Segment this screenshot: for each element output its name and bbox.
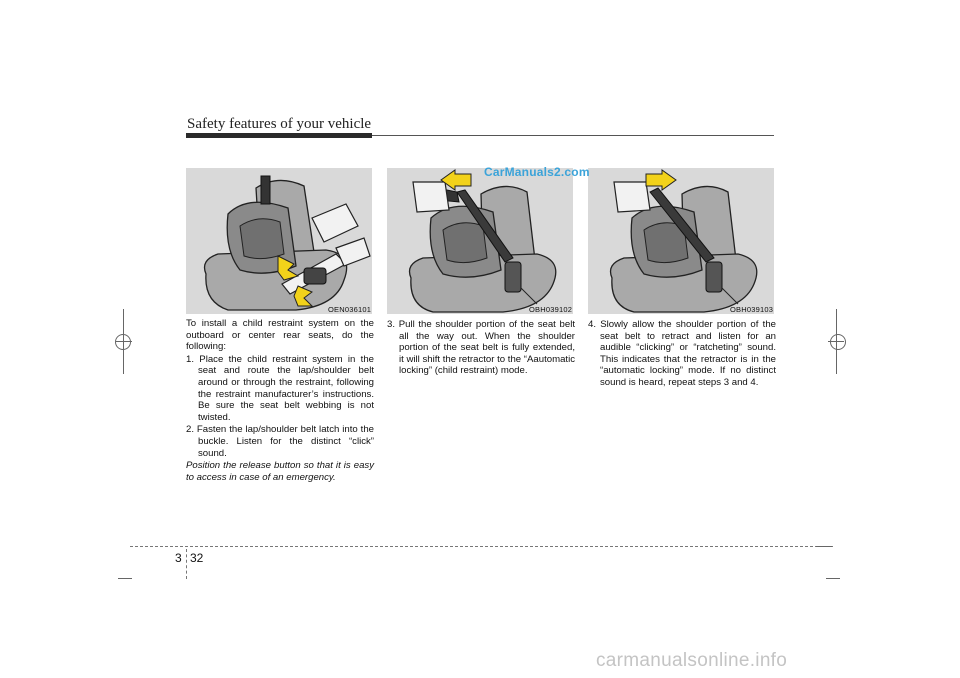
- figure-pull-belt: [387, 168, 573, 314]
- release-button-note: Position the release button so that it is easy to access in case of an emergency.: [186, 460, 374, 483]
- footer-dashed-rule: [130, 546, 833, 547]
- chapter-number: 3: [175, 551, 182, 565]
- figure-code-2: OBH039102: [529, 305, 573, 314]
- step-3: 3. Pull the shoulder portion of the seat belt all the way out. When the shoulder portion of the seat belt is fully extended, it will shift the retractor to the “Aautomatic locking” (child restraint) mode.: [387, 319, 575, 377]
- figure-code-3: OBH039103: [730, 305, 774, 314]
- step-1: 1. Place the child restraint system in the seat and route the lap/shoulder belt around or through the restraint, following the restraint manufacturer’s instructions. Be sure the seat belt webbing is not twisted.: [186, 353, 374, 423]
- right-column: [588, 318, 776, 389]
- header-rule: [372, 135, 774, 136]
- footer-site-watermark: carmanualsonline.info: [596, 650, 788, 671]
- crop-mark-bottom-left: [118, 578, 132, 579]
- footer-divider: [186, 549, 187, 579]
- figure-code-1: OEN036101: [328, 305, 372, 314]
- left-column: [186, 318, 374, 483]
- figure-retract-belt: [588, 168, 774, 314]
- registration-circle-left: [115, 334, 131, 350]
- middle-column: [387, 318, 575, 377]
- step-4: 4. Slowly allow the shoulder portion of the seat belt to retract and listen for an audible “clicking” or “ratcheting” sound. This indicates that the retractor is in the “automatic locking” mode. If no distinct sound is heard, repeat steps 3 and 4.: [588, 319, 776, 388]
- site-watermark: CarManuals2.com: [484, 165, 590, 179]
- section-title: Safety features of your vehicle: [187, 116, 372, 132]
- step-2: 2. Fasten the lap/shoulder belt latch into the buckle. Listen for the distinct “click” sound.: [186, 424, 374, 459]
- figure-install-seat: [186, 168, 372, 314]
- crop-mark-right-dash: [816, 546, 832, 547]
- page-number: 32: [190, 551, 204, 565]
- intro-text: To install a child restraint system on the outboard or center rear seats, do the following:: [186, 318, 374, 353]
- crop-mark-bottom-right: [826, 578, 840, 579]
- header-bar: [186, 133, 372, 138]
- registration-circle-right: [830, 334, 846, 350]
